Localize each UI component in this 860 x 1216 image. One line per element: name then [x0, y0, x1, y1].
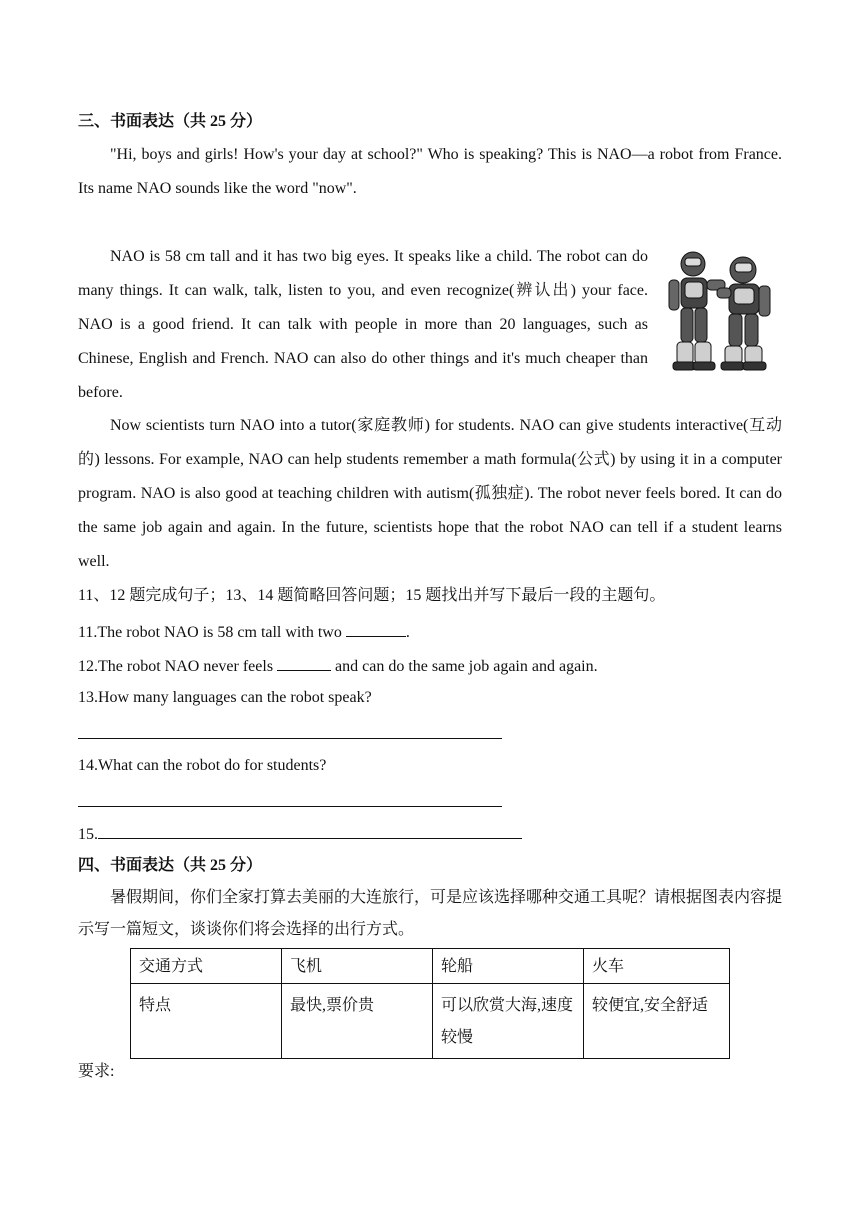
- requirements-label: 要求:: [78, 1063, 115, 1080]
- table-cell: 最快,票价贵: [282, 984, 433, 1059]
- paragraph-1-text: "Hi, boys and girls! How's your day at school?" Who is speaking? This is NAO—a robot from France. Its name NAO sounds like the word "now".: [78, 146, 782, 197]
- transport-table: [130, 948, 730, 1059]
- q12-text: 12.The robot NAO never feels: [78, 658, 278, 675]
- question-14: 14.What can the robot do for students?: [78, 757, 327, 774]
- table-cell: 特点: [131, 984, 282, 1059]
- section4-heading: 四、书面表达（共 25 分）: [78, 857, 263, 874]
- q14-answer-line[interactable]: [78, 806, 502, 807]
- q12-blank[interactable]: [277, 654, 331, 671]
- q11-end: .: [405, 624, 410, 641]
- q12-end: and can do the same job again and again.: [331, 658, 598, 675]
- question-12: [78, 654, 782, 677]
- q13-answer-line[interactable]: [78, 738, 502, 739]
- table-cell: 火车: [584, 949, 730, 984]
- paragraph-3-text: Now scientists turn NAO into a tutor(家庭教师) for students. NAO can give students interactive(互动的) lessons. For example, NAO can help students remember a math formula(公式) by using it in a computer program. NAO is also good at teaching children with autism(孤独症). The robot never feels bored. It can do the same job again and again. In the future, scientists hope that the robot NAO can tell if a student learns well.: [78, 417, 782, 570]
- q15-blank[interactable]: [98, 822, 522, 839]
- question-instruction: 11、12 题完成句子；13、14 题简略回答问题；15 题找出并写下最后一段的主题句。: [78, 587, 666, 604]
- prompt-text: 暑假期间，你们全家打算去美丽的大连旅行，可是应该选择哪种交通工具呢？请根据图表内容提示写一篇短文，谈谈你们将会选择的出行方式。: [78, 889, 783, 938]
- q11-text: 11.The robot NAO is 58 cm tall with two: [78, 624, 346, 641]
- section3-paragraph-3: [78, 409, 782, 579]
- section3-paragraph-1: [78, 138, 782, 206]
- question-13: 13.How many languages can the robot speak?: [78, 689, 372, 706]
- question-15: [78, 822, 782, 845]
- paragraph-2-text: NAO is 58 cm tall and it has two big eyes. It speaks like a child. The robot can do many things. It can walk, talk, listen to you, and even recognize(辨认出) your face. NAO is a good friend. It can talk with people in more than 20 languages, such as Chinese, English and French. NAO can also do other things and it's much cheaper than before.: [78, 248, 648, 401]
- table-header-row: [131, 949, 730, 984]
- section4-prompt: [78, 882, 782, 946]
- section3-heading: 三、书面表达（共 25 分）: [78, 113, 263, 130]
- table-cell: 轮船: [433, 949, 584, 984]
- q15-number: 15.: [78, 826, 98, 843]
- question-11: [78, 620, 782, 643]
- table-cell: 可以欣赏大海,速度较慢: [433, 984, 584, 1059]
- table-row: [131, 984, 730, 1059]
- two-nao-robots-icon: [663, 250, 775, 372]
- table-cell: 较便宜,安全舒适: [584, 984, 730, 1059]
- table-cell: 交通方式: [131, 949, 282, 984]
- table-cell: 飞机: [282, 949, 433, 984]
- q11-blank[interactable]: [346, 620, 406, 637]
